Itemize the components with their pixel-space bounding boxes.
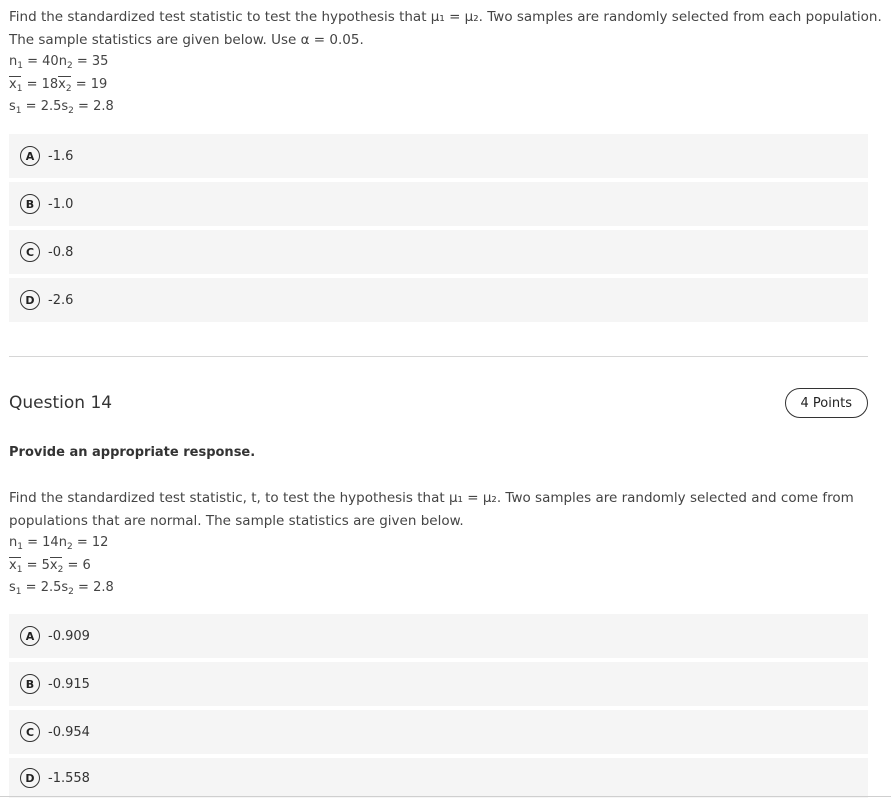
q13-n2: 35 [91,54,109,69]
q13-prompt [9,6,882,119]
q14-options [9,614,868,798]
option-letter: B [20,674,40,694]
option-letter: C [20,722,40,742]
q13-option-d[interactable] [9,278,868,322]
q14-s2: 2.8 [93,580,114,595]
q14-option-b[interactable] [9,662,868,706]
option-value: -1.558 [48,770,90,786]
option-value: -0.915 [48,676,90,692]
option-letter: D [20,768,40,788]
option-letter: C [20,242,40,262]
option-value: -0.8 [48,244,74,260]
q14-sample-means: $x_1 = 5x_2 = 6$ [9,555,854,578]
option-letter: D [20,290,40,310]
q14-header [9,387,868,419]
q13-x2: 19 [90,76,108,92]
q14-x2: 6 [82,557,91,573]
option-value: -0.954 [48,724,90,740]
q13-text-line1: Find the standardized test statistic to test the hypothesis that μ₁ = μ₂. Two samples are randomly selected from each population. [9,9,882,25]
q14-title: Question 14 [9,393,113,413]
scroll-edge-divider [0,796,891,797]
q13-n1: 40 [42,54,59,69]
q13-options [9,134,868,326]
q14-text-line2: populations that are normal. The sample statistics are given below. [9,512,464,529]
q13-sample-sizes: $n_1 = 40n_2 = 35$ [9,54,109,71]
q14-option-d[interactable] [9,758,868,798]
q14-option-c[interactable] [9,710,868,754]
q13-option-c[interactable] [9,230,868,274]
question-divider [9,356,868,357]
q14-s1: 2.5 [40,580,62,595]
q14-prompt [9,487,854,600]
q14-n2: 12 [91,535,109,550]
q14-points-badge: 4 Points [785,388,868,418]
q14-x1: 5 [41,557,50,573]
q14-n1: 14 [42,535,59,550]
option-value: -2.6 [48,292,74,308]
q13-option-b[interactable] [9,182,868,226]
q14-sample-sds: $s_1 = 2.5s_2 = 2.8$ [9,580,114,597]
q14-instruction: Provide an appropriate response. [9,445,256,460]
option-letter: A [20,626,40,646]
q13-s1: 2.5 [40,99,62,114]
q13-option-a[interactable] [9,134,868,178]
option-value: -0.909 [48,628,90,644]
option-letter: B [20,194,40,214]
q13-text-line2: The sample statistics are given below. Use α = 0.05. [9,31,364,48]
q13-s2: 2.8 [93,99,114,114]
option-letter: A [20,146,40,166]
q14-text-line1: Find the standardized test statistic, t, to test the hypothesis that μ₁ = μ₂. Two samples are randomly selected and come from [9,490,854,506]
q13-sample-sds: $s_1 = 2.5s_2 = 2.8$ [9,99,114,116]
option-value: -1.0 [48,196,74,212]
q14-sample-sizes: $n_1 = 14n_2 = 12$ [9,535,109,552]
option-value: -1.6 [48,148,74,164]
q13-x1: 18 [41,76,59,92]
q14-option-a[interactable] [9,614,868,658]
q13-sample-means: $x_1 = 18x_2 = 19$ [9,74,882,97]
